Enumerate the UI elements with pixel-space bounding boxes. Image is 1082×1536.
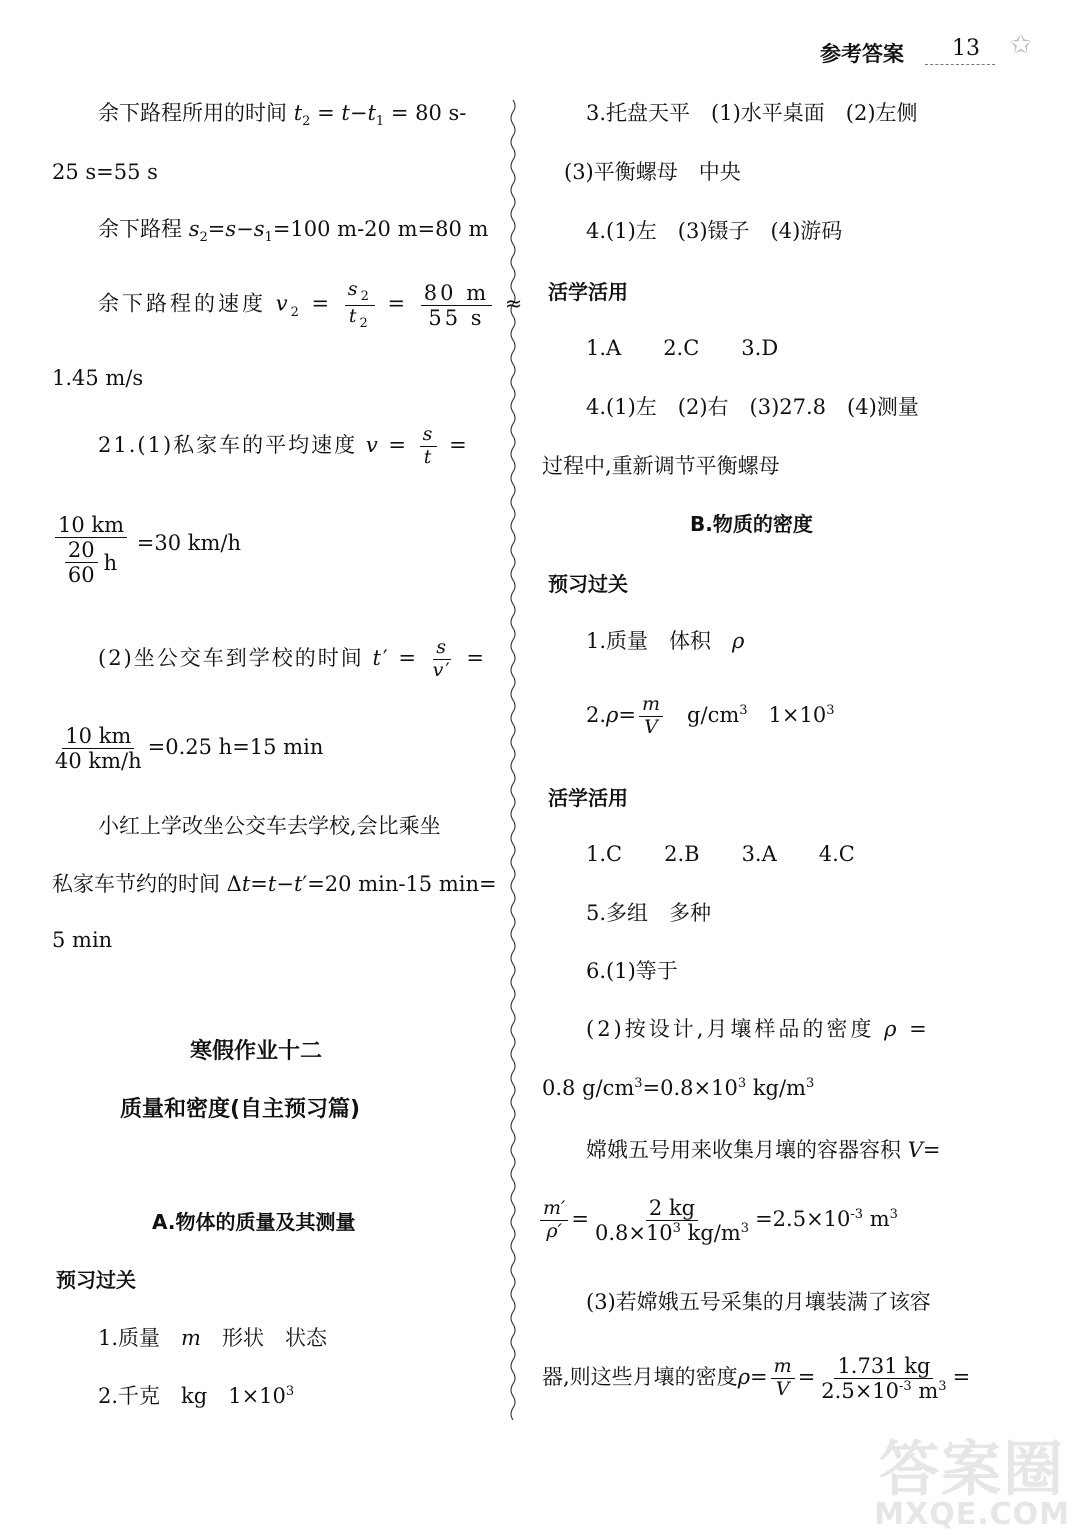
watermark-logo: 答案圈 MXQE.COM [874,1435,1070,1532]
left-line-6: 21.(1)私家车的平均速度 v = $\frac{s}{t}$ = [98,423,469,468]
star-icon: ✩ [1010,30,1032,60]
left-line-10: 小红上学改坐公交车去学校,会比乘坐 [98,814,441,838]
subsection-a-title: A.物体的质量及其测量 [152,1210,356,1234]
fraction: $\frac{1.731 kg}{2.5\times 10^{-3} m^3}$ [821,1354,947,1404]
right-line-10: 5.多组 多种 [586,901,712,925]
fraction: $\frac{80 m}{55 s}$ [421,281,492,330]
fraction: 10 km $\frac{20}{60}$ h [55,513,127,587]
section-subtitle: 质量和密度(自主预习篇) [120,1097,361,1122]
left-line-11: 私家车节约的时间 Δt=t−t′=20 min-15 min= [52,872,497,896]
right-line-6: 过程中,重新调节平衡螺母 [542,454,780,478]
left-line-3: 余下路程 $s_2=s-s_1=100$ m-20 m=80 m [98,217,489,246]
preview-heading-2: 预习过关 [548,572,628,596]
fraction: $\frac{m'}{\rho'}$ [540,1198,568,1243]
right-line-15: $\frac{m'}{\rho'}$ = $\frac{2 kg}{0.8\times 10^3 kg/m^3}$ $=2.5\times 10^{-3}$ $m^3$ [540,1196,898,1245]
left-line-9: $\frac{10 km}{40 km/h}$ =0.25 h=15 min [52,724,323,773]
apply-heading-2: 活学活用 [548,786,628,810]
left-line-1: 余下路程所用的时间 $t_2 = t-t_1 = 80$ s- [98,101,467,130]
left-line-12: 5 min [52,928,113,952]
fraction: $\frac{m}{V}$ [639,694,663,739]
fraction: $\frac{2 kg}{0.8\times 10^3 kg/m^3}$ [594,1196,750,1246]
fraction: $\frac{10 km}{40 km/h}$ [55,724,142,774]
right-line-11: 6.(1)等于 [586,959,678,983]
right-line-12: (2)按设计,月壤样品的密度 ρ = [586,1017,930,1041]
page-number: 13 [952,36,980,61]
left-line-8: (2)坐公交车到学校的时间 t′ = $\frac{s}{v'}$ = [98,636,486,681]
answer-a1: 1.质量 m 形状 状态 [98,1326,327,1350]
right-line-7: 1.质量 体积 ρ [586,629,745,653]
apply-heading-1: 活学活用 [548,280,628,304]
right-line-17: 器,则这些月壤的密度ρ= $\frac{m}{V}$ = $\frac{1.731 kg}{2.5\times 10^{-3} m^3}$ = [542,1354,971,1404]
right-line-5: 4.(1)左 (2)右 (3)27.8 (4)测量 [586,395,919,419]
fraction: $\frac{s}{t}$ [420,424,438,469]
header-rule [925,64,995,65]
fraction: $\frac{s}{v'}$ [432,636,452,681]
right-line-8: 2.ρ= $\frac{m}{V}$ $g/cm^3$ $1\times 10^3$ [586,693,835,738]
left-line-7: 10 km $\frac{20}{60}$ h =30 km/h [52,513,241,587]
preview-heading: 预习过关 [56,1268,136,1292]
fraction: $\frac{m}{V}$ [771,1356,795,1401]
right-line-16: (3)若嫦娥五号采集的月壤装满了该容 [586,1290,931,1314]
left-line-5: 1.45 m/s [52,366,144,390]
right-line-14: 嫦娥五号用来收集月壤的容器容积 V= [586,1138,941,1162]
right-line-9: 1.C 2.B 3.A 4.C [586,842,855,866]
right-line-13: 0.8 $g/cm^3=0.8\times 10^3$ $kg/m^3$ [542,1076,815,1100]
right-line-1: 3.托盘天平 (1)水平桌面 (2)左侧 [586,101,918,125]
right-line-4: 1.A 2.C 3.D [586,336,779,360]
header-title: 参考答案 [820,42,904,66]
fraction: $\frac{s_2}{t_2}$ [345,279,375,331]
section-title: 寒假作业十二 [190,1039,323,1064]
subsection-b-title: B.物质的密度 [690,512,813,536]
answer-a2: 2.千克 kg $1\times 10^3$ [98,1384,295,1408]
right-line-3: 4.(1)左 (3)镊子 (4)游码 [586,219,843,243]
right-line-2: (3)平衡螺母 中央 [564,160,741,184]
left-line-2: 25 s=55 s [52,160,158,184]
left-line-4: 余下路程的速度 $v_2$ = $\frac{s_2}{t_2}$ = $\frac{80 m}{55 s}$ ≈ [98,278,526,331]
